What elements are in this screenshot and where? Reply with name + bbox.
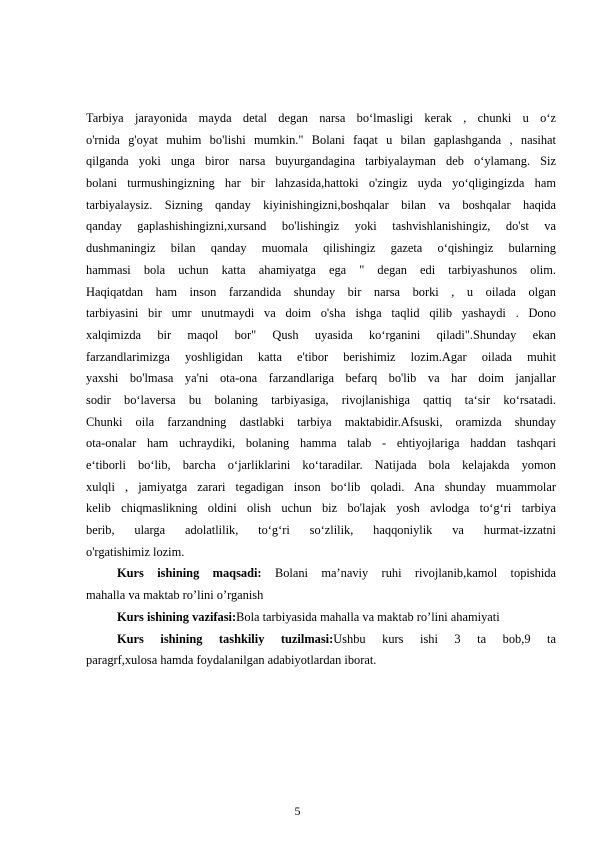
purpose-text: Bolani ma’naviy ruhi rivojlanib,kamol topishida <box>261 566 556 581</box>
paragraph-line: qilganda yoki unga biror narsa buyurgandagina tarbiyalayman deb o‘ylamang. Siz <box>86 154 556 169</box>
paragraph-line: Tarbiya jarayonida mayda detal degan narsa bo‘lmasligi kerak , chunki u o‘z <box>86 111 556 125</box>
paragraph-line: yaxshi bo'lmasa ya'ni ota-ona farzandlariga befarq bo'lib va har doim janjallar <box>86 371 556 386</box>
paragraph-line: ota-onalar ham uchraydiki, bolaning hamma talab - ehtiyojlariga haddan tashqari <box>86 436 556 451</box>
task-text: Bola tarbiyasida mahalla va maktab ro’lini ahamiyati <box>236 609 500 624</box>
paragraph-main <box>86 108 556 563</box>
paragraph-line: bolani turmushingizning har bir lahzasida,hattoki o'zingiz uyda yo‘qligingizda ham <box>86 176 556 191</box>
task-line <box>86 607 556 629</box>
paragraph-line: tarbiyalaysiz. Sizning qanday kiyinishingizni,boshqalar bilan va boshqalar haqida <box>86 197 556 212</box>
paragraph-line: o'rnida g'oyat muhim bo'lishi mumkin." Bolani faqat u bilan gaplashganda , nasihat <box>86 132 556 147</box>
structure-label: Kurs ishining tashkiliy tuzilmasi: <box>117 631 334 646</box>
document-body <box>86 108 556 672</box>
paragraph-line: o'rgatishimiz lozim. <box>86 544 185 559</box>
paragraph-line: berib, ularga adolatlilik, to‘g‘ri so‘zlilik, haqqoniylik va hurmat-izzatni <box>86 523 556 538</box>
paragraph-line: dushmaningiz bilan qanday muomala qilishingiz gazeta o‘qishingiz bularning <box>86 241 556 256</box>
purpose-line-2: mahalla va maktab ro’lini o’rganish <box>86 588 264 603</box>
purpose-line <box>86 563 556 585</box>
paragraph-line: hammasi bola uchun katta ahamiyatga ega " degan edi tarbiyashunos olim. <box>86 262 556 277</box>
paragraph-line: xalqimizda bir maqol bor" Qush uyasida ko‘rganini qiladi".Shunday ekan <box>86 327 556 342</box>
paragraph-line: Haqiqatdan ham inson farzandida shunday bir narsa borki , u oilada olgan <box>86 284 556 299</box>
paragraph-line: Chunki oila farzandning dastlabki tarbiya maktabidir.Afsuski, oramizda shunday <box>86 414 556 429</box>
paragraph-line: sodir bo‘laversa bu bolaning tarbiyasiga, rivojlanishiga qattiq ta‘sir ko‘rsatadi. <box>86 392 556 407</box>
page-number: 5 <box>294 804 301 818</box>
paragraph-line: xulqli , jamiyatga zarari tegadigan inson bo‘lib qoladi. Ana shunday muammolar <box>86 479 556 494</box>
structure-line-2: paragrf,xulosa hamda foydalanilgan adabiyotlardan iborat. <box>86 653 377 668</box>
paragraph-line: kelib chiqmaslikning oldini olish uchun biz bo'lajak yosh avlodga to‘g‘ri tarbiya <box>86 501 556 516</box>
task-label: Kurs ishining vazifasi: <box>117 609 237 624</box>
structure-text: Ushbu kurs ishi 3 ta bob,9 ta <box>333 631 556 646</box>
structure-line <box>86 629 556 651</box>
paragraph-line: e‘tiborli bo‘lib, barcha o‘jarliklarini ko‘taradilar. Natijada bola kelajakda yomon <box>86 458 556 472</box>
paragraph-line: qanday gaplashishingizni,xursand bo'lishingiz yoki tashvishlanishingiz, do'st va <box>86 219 556 234</box>
paragraph-line: tarbiyasini bir umr unutmaydi va doim o'sha ishga taqlid qilib yashaydi . Dono <box>86 306 556 321</box>
purpose-label: Kurs ishining maqsadi: <box>117 566 262 581</box>
paragraph-line: farzandlarimizga yoshligidan katta e'tibor berishimiz lozim.Agar oilada muhit <box>86 349 556 364</box>
